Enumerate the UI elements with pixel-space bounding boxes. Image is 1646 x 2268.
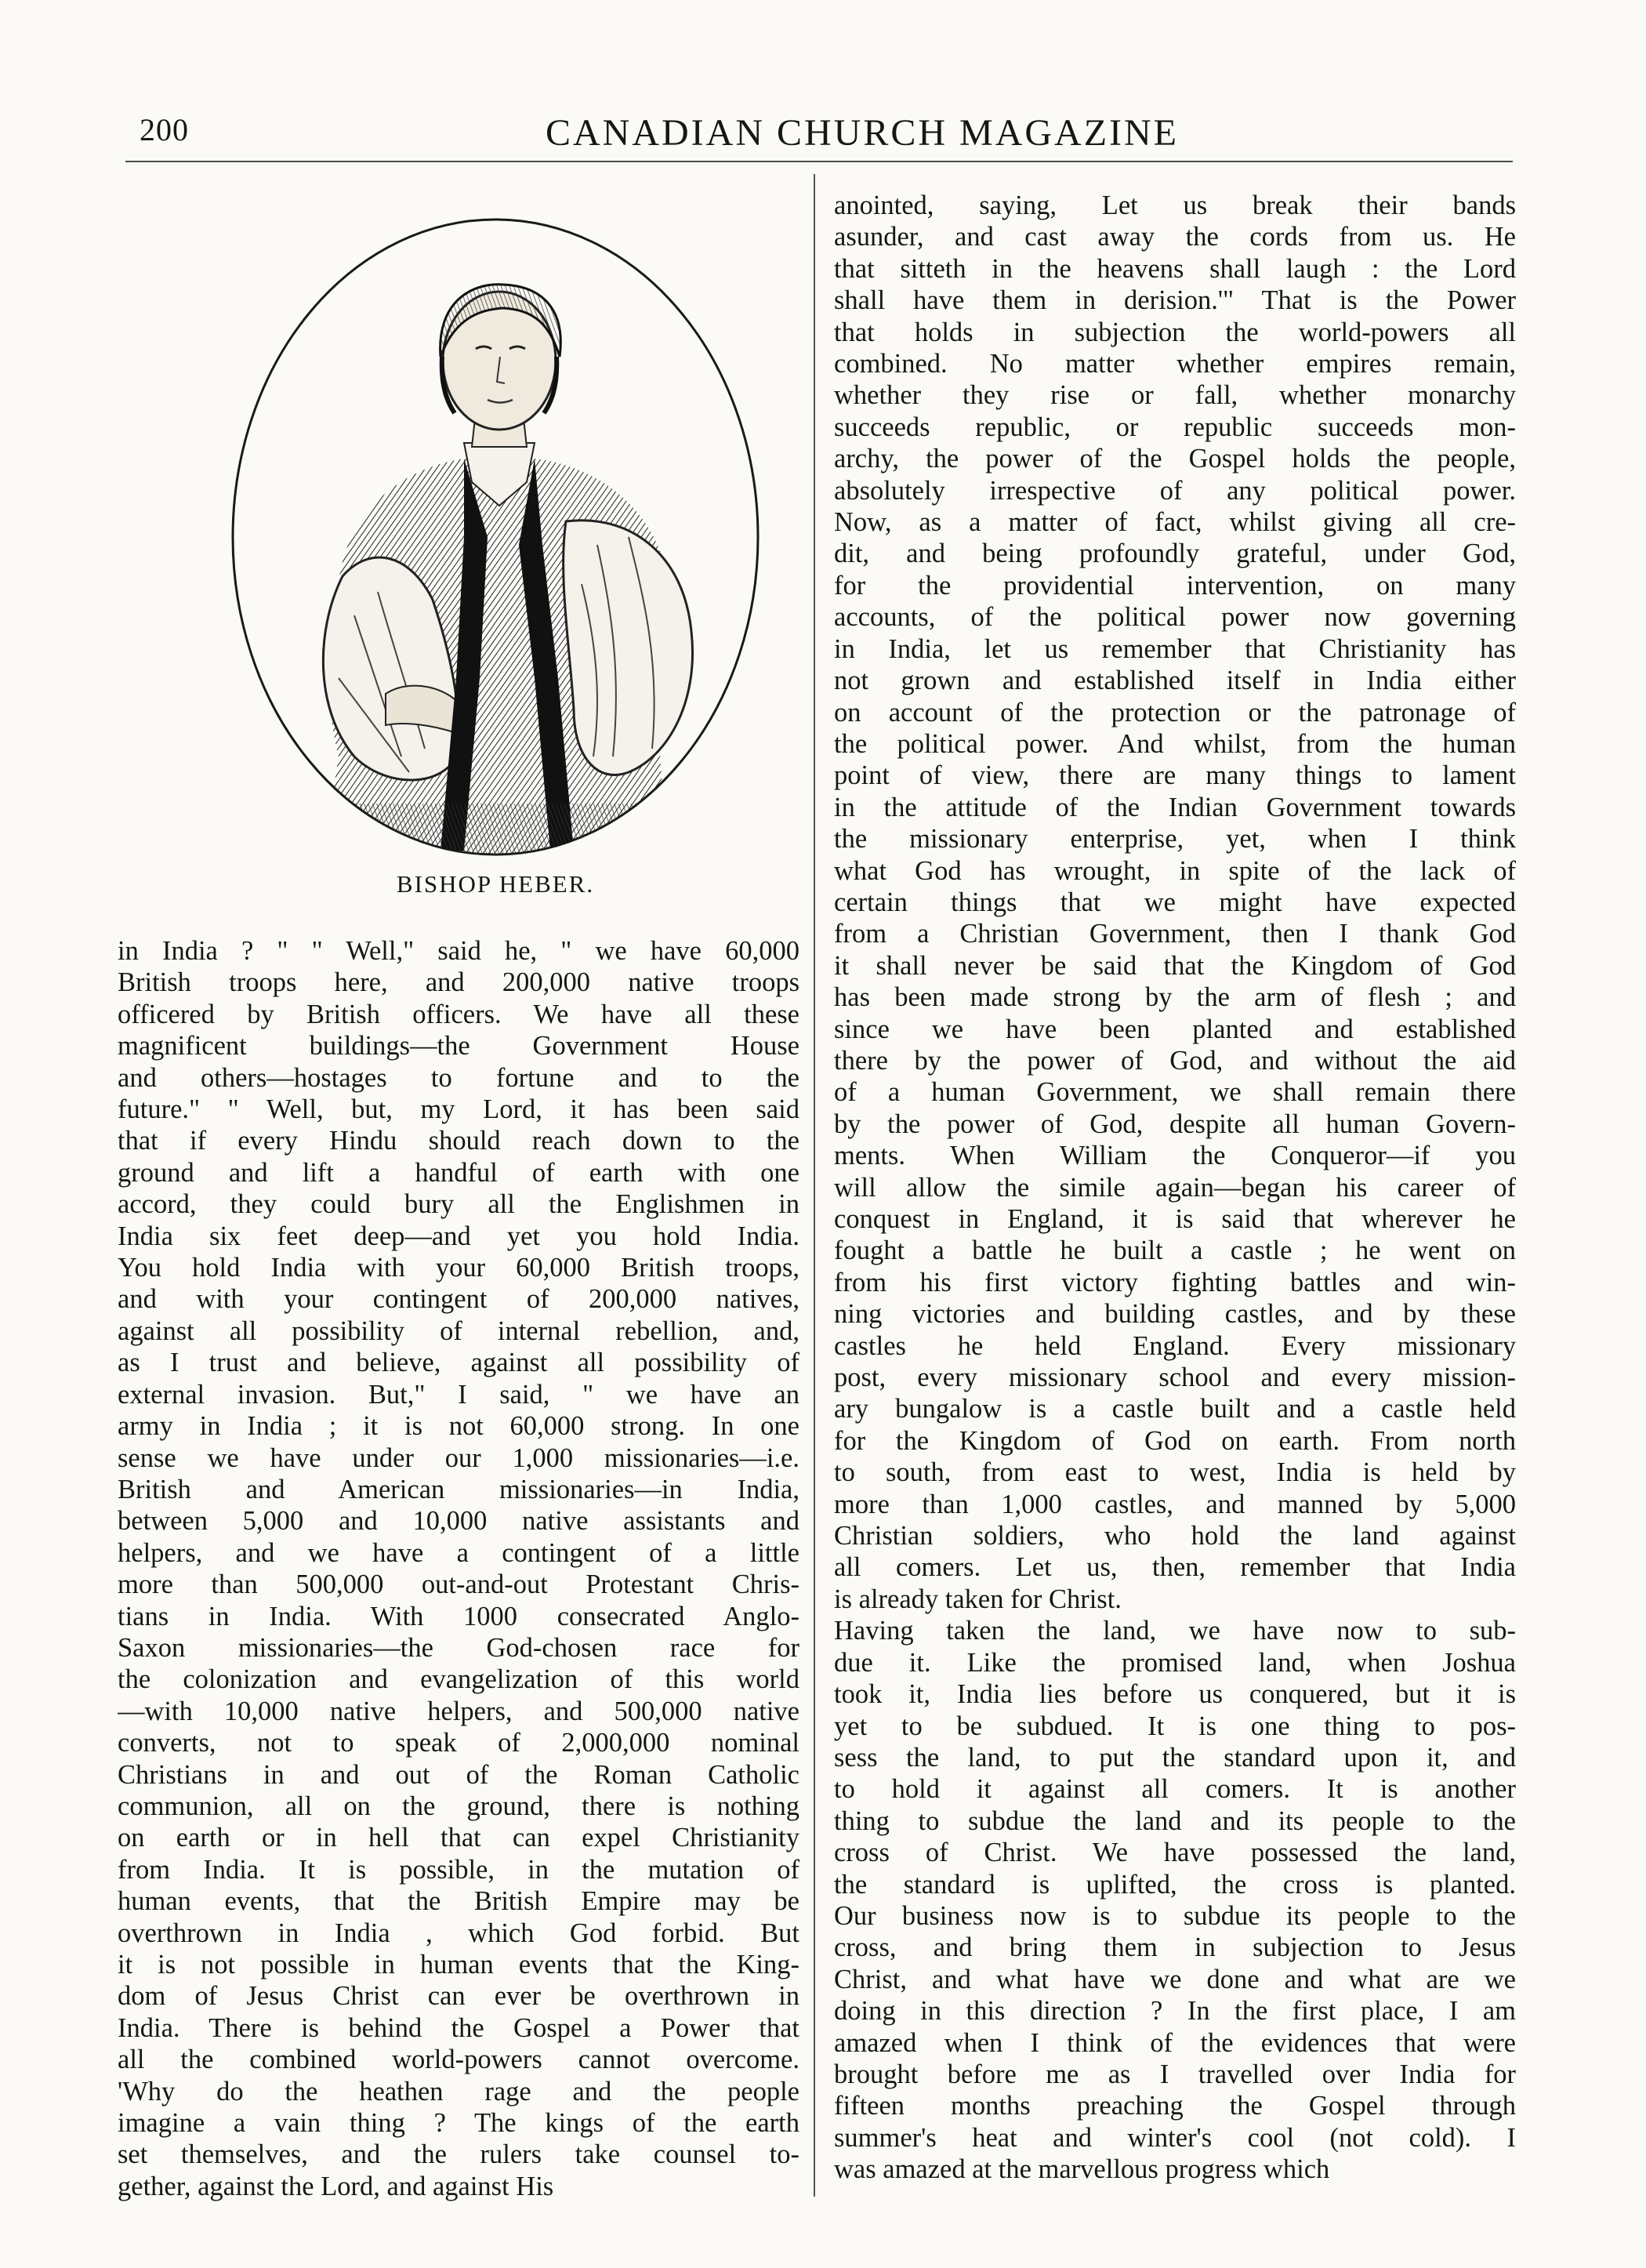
text-line: set themselves, and the rulers take counsel to- xyxy=(118,2139,799,2170)
text-line: all comers. Let us, then, remember that India xyxy=(834,1552,1516,1583)
text-line: 'Why do the heathen rage and the people xyxy=(118,2076,799,2107)
text-line: on earth or in hell that can expel Christianity xyxy=(118,1823,799,1853)
text-line: British and American missionaries—in India, xyxy=(118,1474,799,1504)
text-line: dit, and being profoundly grateful, under God, xyxy=(834,539,1516,569)
text-line: between 5,000 and 10,000 native assistants and xyxy=(118,1506,799,1537)
text-line: against all possibility of internal rebellion, and, xyxy=(118,1315,799,1346)
text-line: more than 1,000 castles, and manned by 5,000 xyxy=(834,1489,1516,1519)
text-line: Christian soldiers, who hold the land against xyxy=(834,1521,1516,1551)
text-line: ning victories and building castles, and by these xyxy=(834,1299,1516,1330)
text-line: cross of Christ. We have possessed the land, xyxy=(834,1838,1516,1868)
text-line: point of view, there are many things to lament xyxy=(834,760,1516,791)
text-line: amazed when I think of the evidences that were xyxy=(834,2027,1516,2058)
text-line: and others—hostages to fortune and to the xyxy=(118,1062,799,1093)
text-line: Having taken the land, we have now to sub- xyxy=(834,1616,1516,1646)
text-line: helpers, and we have a contingent of a little xyxy=(118,1537,799,1568)
text-line: due it. Like the promised land, when Joshua xyxy=(834,1647,1516,1678)
text-line: ary bungalow is a castle built and a castle held xyxy=(834,1394,1516,1424)
left-text-column xyxy=(118,935,799,2202)
text-line: You hold India with your 60,000 British troops, xyxy=(118,1253,799,1283)
text-line: the colonization and evangelization of this world xyxy=(118,1664,799,1695)
text-line: the standard is uplifted, the cross is planted. xyxy=(834,1869,1516,1900)
text-line: overthrown in India , which God forbid. But xyxy=(118,1918,799,1948)
text-line: conquest in England, it is said that wherever he xyxy=(834,1204,1516,1234)
text-line: absolutely irrespective of any political power. xyxy=(834,475,1516,506)
header-rule xyxy=(125,161,1513,162)
text-line: and with your contingent of 200,000 natives, xyxy=(118,1284,799,1315)
text-line: the political power. And whilst, from the human xyxy=(834,728,1516,759)
text-line: communion, all on the ground, there is nothing xyxy=(118,1791,799,1821)
text-line: anointed, saying, Let us break their bands xyxy=(834,191,1516,220)
text-line: Christ, and what have we done and what are we xyxy=(834,1964,1516,1994)
text-line: British troops here, and 200,000 native troops xyxy=(118,967,799,998)
text-line: will allow the simile again—began his career of xyxy=(834,1172,1516,1203)
right-text-column xyxy=(834,190,1516,2186)
text-line: shall have them in derision.'" That is the Power xyxy=(834,285,1516,316)
text-line: that if every Hindu should reach down to the xyxy=(118,1126,799,1156)
column-divider xyxy=(814,174,815,2197)
text-line: to hold it against all comers. It is another xyxy=(834,1774,1516,1805)
text-line: accord, they could bury all the Englishmen in xyxy=(118,1189,799,1220)
text-line: tians in India. With 1000 consecrated Anglo- xyxy=(118,1601,799,1631)
bishop-heber-portrait xyxy=(205,208,785,866)
text-line: external invasion. But," I said, " we have an xyxy=(118,1379,799,1410)
text-line: for the providential intervention, on many xyxy=(834,570,1516,601)
text-line: to south, from east to west, India is held by xyxy=(834,1457,1516,1488)
text-line: archy, the power of the Gospel holds the people, xyxy=(834,444,1516,474)
text-line: whether they rise or fall, whether monarchy xyxy=(834,380,1516,411)
text-line: certain things that we might have expected xyxy=(834,887,1516,917)
text-line: ments. When William the Conqueror—if you xyxy=(834,1141,1516,1171)
text-line: it shall never be said that the Kingdom of God xyxy=(834,950,1516,981)
text-line: doing in this direction ? In the first place, I am xyxy=(834,1996,1516,2027)
text-line: on account of the protection or the patronage of xyxy=(834,697,1516,728)
text-line: future." " Well, but, my Lord, it has been said xyxy=(118,1094,799,1125)
text-line: for the Kingdom of God on earth. From north xyxy=(834,1425,1516,1456)
text-line: the missionary enterprise, yet, when I think xyxy=(834,824,1516,855)
text-line: from a Christian Government, then I thank God xyxy=(834,919,1516,949)
text-line: since we have been planted and established xyxy=(834,1014,1516,1044)
text-line: human events, that the British Empire may be xyxy=(118,1886,799,1917)
text-line: fought a battle he built a castle ; he went on xyxy=(834,1236,1516,1266)
portrait-engraving xyxy=(205,208,785,866)
text-line: fifteen months preaching the Gospel through xyxy=(834,2091,1516,2121)
text-line: imagine a vain thing ? The kings of the earth xyxy=(118,2108,799,2139)
text-line: army in India ; it is not 60,000 strong. In one xyxy=(118,1411,799,1442)
text-line: of a human Government, we shall remain there xyxy=(834,1077,1516,1108)
text-line: magnificent buildings—the Government House xyxy=(118,1031,799,1061)
page-number: 200 xyxy=(140,112,189,147)
running-head-title: CANADIAN CHURCH MAGAZINE xyxy=(546,112,1179,154)
text-line: from India. It is possible, in the mutation of xyxy=(118,1854,799,1885)
text-line: cross, and bring them in subjection to Jesus xyxy=(834,1932,1516,1963)
text-line: by the power of God, despite all human Govern- xyxy=(834,1109,1516,1139)
text-line: Christians in and out of the Roman Catholic xyxy=(118,1759,799,1790)
text-line: that holds in subjection the world-powers all xyxy=(834,317,1516,347)
text-line: in India ? " " Well," said he, " we have 60,000 xyxy=(118,936,799,966)
text-line: ground and lift a handful of earth with one xyxy=(118,1157,799,1188)
text-line: Now, as a matter of fact, whilst giving all cre- xyxy=(834,507,1516,538)
text-line: not grown and established itself in India either xyxy=(834,666,1516,696)
text-line: more than 500,000 out-and-out Protestant Chris- xyxy=(118,1569,799,1600)
text-line: brought before me as I travelled over India for xyxy=(834,2059,1516,2089)
text-line: in India, let us remember that Christianity has xyxy=(834,633,1516,664)
text-line: in the attitude of the Indian Government towards xyxy=(834,792,1516,822)
text-line: succeeds republic, or republic succeeds mon- xyxy=(834,412,1516,442)
text-line: India six feet deep—and yet you hold India. xyxy=(118,1221,799,1251)
text-line: has been made strong by the arm of flesh ; and xyxy=(834,982,1516,1013)
text-line: thing to subdue the land and its people to the xyxy=(834,1805,1516,1836)
text-line: combined. No matter whether empires remain, xyxy=(834,349,1516,379)
text-line: gether, against the Lord, and against His xyxy=(118,2171,554,2201)
text-line: —with 10,000 native helpers, and 500,000 native xyxy=(118,1696,799,1726)
text-line: all the combined world-powers cannot overcome. xyxy=(118,2045,799,2075)
text-line: there by the power of God, and without the aid xyxy=(834,1045,1516,1076)
text-line: as I trust and believe, against all possibility of xyxy=(118,1348,799,1378)
text-line: castles he held England. Every missionary xyxy=(834,1330,1516,1361)
text-line: what God has wrought, in spite of the lack of xyxy=(834,855,1516,886)
text-line: is already taken for Christ. xyxy=(834,1584,1122,1614)
text-line: officered by British officers. We have all these xyxy=(118,999,799,1029)
text-line: sense we have under our 1,000 missionaries—i.e. xyxy=(118,1442,799,1473)
text-line: yet to be subdued. It is one thing to pos- xyxy=(834,1711,1516,1741)
text-line: that sitteth in the heavens shall laugh : the Lord xyxy=(834,253,1516,284)
text-line: accounts, of the political power now governing xyxy=(834,602,1516,633)
text-line: summer's heat and winter's cool (not cold). I xyxy=(834,2122,1516,2153)
text-line: Our business now is to subdue its people to the xyxy=(834,1900,1516,1931)
text-line: was amazed at the marvellous progress which xyxy=(834,2154,1330,2185)
text-line: it is not possible in human events that the King- xyxy=(118,1950,799,1980)
text-line: asunder, and cast away the cords from us. He xyxy=(834,222,1516,252)
text-line: from his first victory fighting battles and win- xyxy=(834,1267,1516,1297)
text-line: converts, not to speak of 2,000,000 nominal xyxy=(118,1728,799,1758)
portrait-caption: BISHOP HEBER. xyxy=(396,870,595,898)
right-sleeve xyxy=(564,521,693,775)
text-line: India. There is behind the Gospel a Power that xyxy=(118,2012,799,2043)
text-line: sess the land, to put the standard upon it, and xyxy=(834,1742,1516,1773)
text-line: post, every missionary school and every mission- xyxy=(834,1363,1516,1393)
text-line: took it, India lies before us conquered, but it is xyxy=(834,1679,1516,1710)
text-line: Saxon missionaries—the God-chosen race for xyxy=(118,1632,799,1663)
text-line: dom of Jesus Christ can ever be overthrown in xyxy=(118,1981,799,2012)
